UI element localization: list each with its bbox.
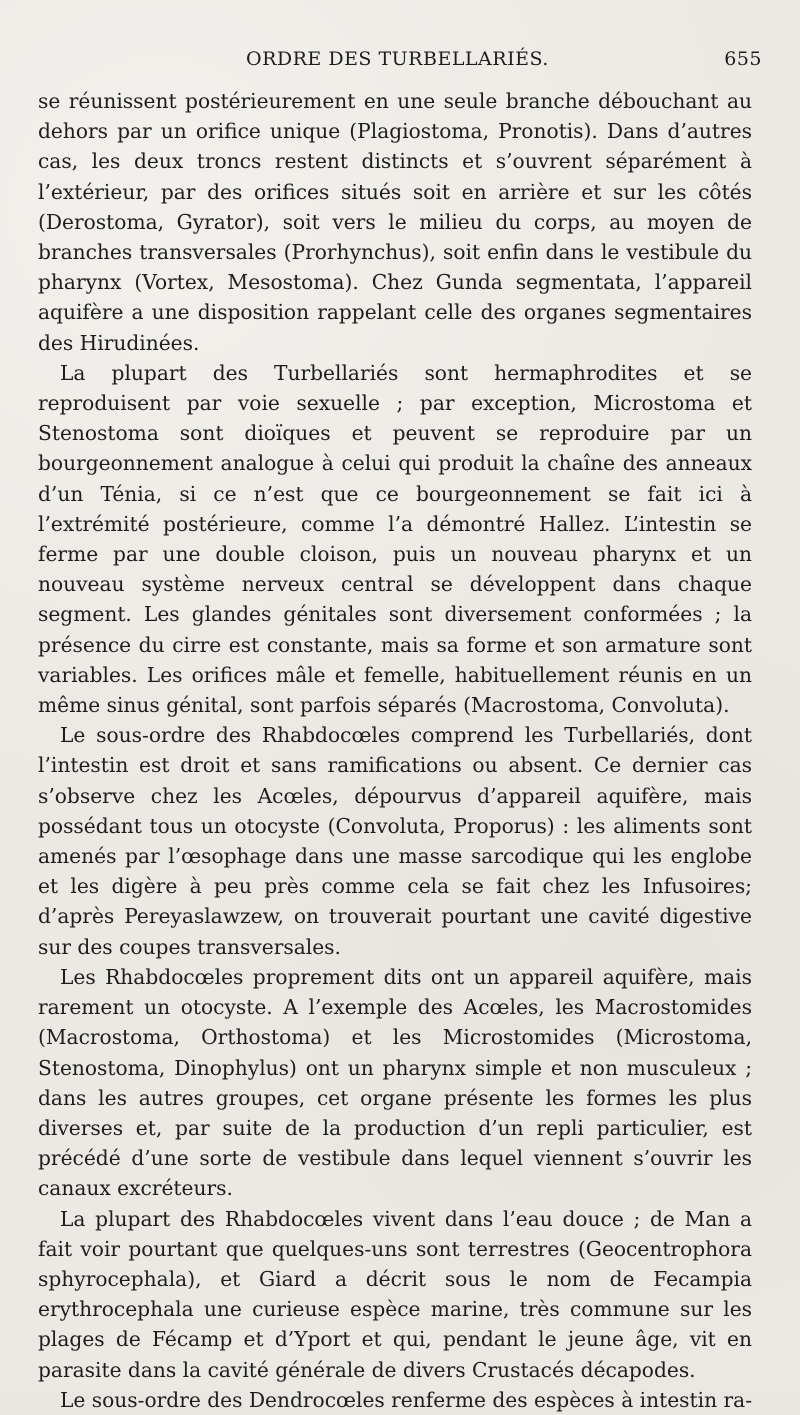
running-title: ORDRE DES TURBELLARIÉS.	[246, 48, 549, 70]
paragraph-1: se réunissent postérieurement en une seule branche débouchant au dehors par un orifice unique (Plagiostoma, Pronotis). Dans d’autres cas, les deux troncs restent distincts et s’ouvrent séparément à l’extérieur, par des orifices situés soit en arrière et sur les côtés (Derostoma, Gyrator), soit vers le milieu du corps, au moyen de branches transversales (Prorhynchus), soit enfin dans le vestibule du pharynx (Vortex, Mesostoma). Chez Gunda segmentata, l’appareil aquifère a une disposition rappelant celle des organes segmentaires des Hirudinées.	[38, 89, 752, 355]
paragraph-3: Le sous-ordre des Rhabdocœles comprend les Turbellariés, dont l’intestin est droit et sans ramifications ou absent. Ce dernier cas s’observe chez les Acœles, dépourvus d’appareil aquifère, mais possédant tous un otocyste (Convoluta, Proporus) : les aliments sont amenés par l’œsophage dans une masse sarcodique qui les englobe et les digère à peu près comme cela se fait chez les Infusoires; d’après Pereyaslawzew, on trouverait pourtant une cavité digestive sur des coupes transversales.	[38, 723, 752, 959]
body-text	[38, 86, 752, 1415]
paragraph-6: Le sous-ordre des Dendrocœles renferme des espèces à intestin ra-	[60, 1387, 753, 1412]
paragraph-5: La plupart des Rhabdocœles vivent dans l’eau douce ; de Man a fait voir pourtant que quelques-uns sont terrestres (Geocentrophora sphyrocephala), et Giard a décrit sous le nom de Fecampia erythrocephala une curieuse espèce marine, très commune sur les plages de Fécamp et d’Yport et qui, pendant le jeune âge, vit en parasite dans la cavité générale de divers Crustacés décapodes.	[38, 1206, 752, 1382]
page-number: 655	[724, 48, 762, 70]
paragraph-2: La plupart des Turbellariés sont hermaphrodites et se reproduisent par voie sexuelle ; par exception, Microstoma et Stenostoma sont dioïques et peuvent se reproduire par un bourgeonnement analogue à celui qui produit la chaîne des anneaux d’un Ténia, si ce n’est que ce bourgeonnement se fait ici à l’extrémité postérieure, comme l’a démontré Hallez. L’intestin se ferme par une double cloison, puis un nouveau pharynx et un nouveau système nerveux central se développent dans chaque segment. Les glandes génitales sont diversement conformées ; la présence du cirre est constante, mais sa forme et son armature sont variables. Les orifices mâle et femelle, habituellement réunis en un même sinus génital, sont parfois séparés (Macrostoma, Convoluta).	[38, 360, 752, 718]
paragraph-4: Les Rhabdocœles proprement dits ont un appareil aquifère, mais rarement un otocyste. A l’exemple des Acœles, les Macrostomides (Macrostoma, Orthostoma) et les Microstomides (Microstoma, Stenostoma, Dinophylus) ont un pharynx simple et non musculeux ; dans les autres groupes, cet organe présente les formes les plus diverses et, par suite de la production d’un repli particulier, est précédé d’une sorte de vestibule dans lequel viennent s’ouvrir les canaux excréteurs.	[38, 964, 752, 1201]
running-header	[246, 48, 762, 76]
